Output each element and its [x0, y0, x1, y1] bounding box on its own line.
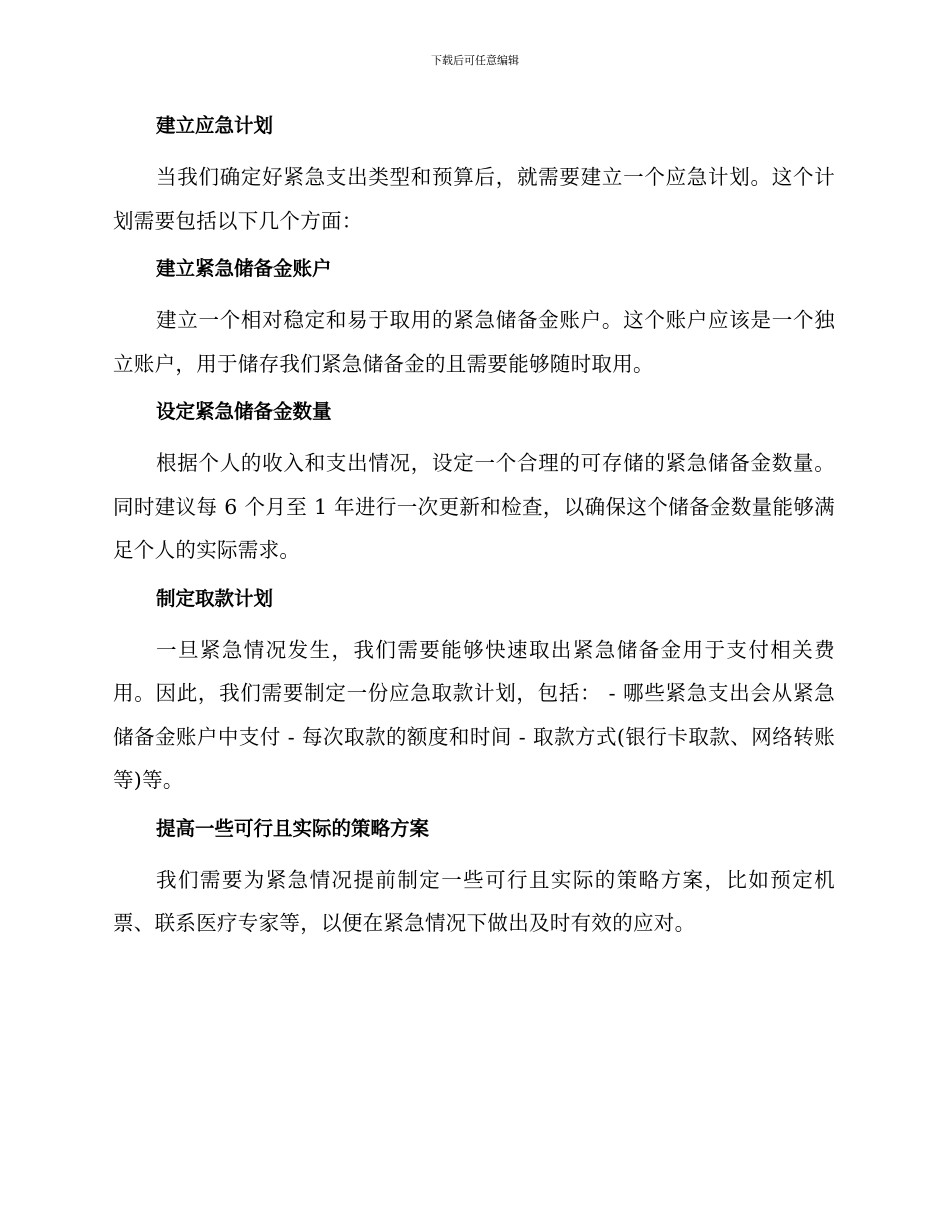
section-heading-withdrawal-plan: 制定取款计划	[156, 586, 274, 610]
section-paragraph-strategy: 我们需要为紧急情况提前制定一些可行且实际的策略方案，比如预定机票、联系医疗专家等，以便在紧急情况下做出及时有效的应对。	[113, 867, 835, 935]
page-header: 下载后可任意编辑	[431, 54, 519, 67]
document-body	[113, 110, 835, 956]
section-heading-emergency-plan: 建立应急计划	[156, 114, 274, 137]
section-paragraph-reserve-amount: 根据个人的收入和支出情况，设定一个合理的可存储的紧急储备金数量。同时建议每 6 个月至 1 年进行一次更新和检查，以确保这个储备金数量能够满足个人的实际需求。	[113, 451, 835, 562]
section-paragraph-emergency-plan: 当我们确定好紧急支出类型和预算后，就需要建立一个应急计划。这个计划需要包括以下几个方面：	[113, 165, 835, 233]
section-paragraph-reserve-account: 建立一个相对稳定和易于取用的紧急储备金账户。这个账户应该是一个独立账户，用于储存我们紧急储备金的且需要能够随时取用。	[113, 308, 835, 376]
section-heading-reserve-account: 建立紧急储备金账户	[156, 257, 332, 280]
section-heading-strategy: 提高一些可行且实际的策略方案	[156, 816, 430, 840]
section-paragraph-withdrawal-plan: 一旦紧急情况发生，我们需要能够快速取出紧急储备金用于支付相关费用。因此，我们需要制定一份应急取款计划，包括： - 哪些紧急支出会从紧急储备金账户中支付 - 每次取款的额度和时间 - 取款方式(银行卡取款、网络转账等)等。	[113, 637, 835, 792]
section-heading-reserve-amount: 设定紧急储备金数量	[156, 400, 332, 423]
